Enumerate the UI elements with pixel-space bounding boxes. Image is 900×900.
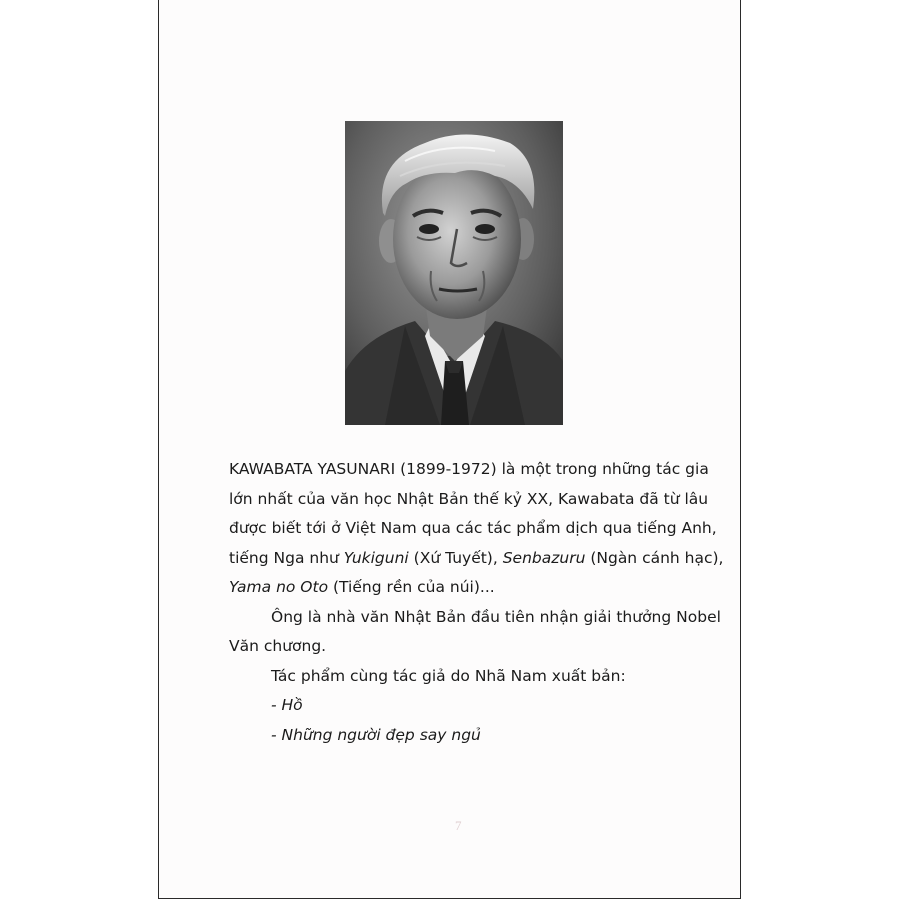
work-translation: (Xứ Tuyết), bbox=[408, 548, 503, 567]
bio-line: lớn nhất của văn học Nhật Bản thế kỷ XX, Kawabata đã từ lâu bbox=[229, 489, 709, 508]
work-title-yama-no-oto: Yama no Oto bbox=[229, 578, 329, 596]
published-work-item bbox=[229, 691, 699, 721]
work-translation: (Ngàn cánh hạc), bbox=[585, 548, 724, 567]
author-portrait-photo bbox=[345, 121, 563, 425]
portrait-image bbox=[345, 121, 563, 425]
bio-line: được biết tới ở Việt Nam qua các tác phẩm dịch qua tiếng Anh, bbox=[229, 519, 717, 537]
published-work-title: - Những người đẹp say ngủ bbox=[271, 725, 481, 744]
nobel-paragraph: Ông là nhà văn Nhật Bản đầu tiên nhận giải thưởng Nobel bbox=[271, 607, 721, 626]
bio-line-works bbox=[229, 573, 699, 603]
work-title-senbazuru: Senbazuru bbox=[502, 548, 586, 567]
bio-line-prefix: tiếng Nga như bbox=[229, 548, 344, 567]
book-page bbox=[158, 0, 741, 899]
published-work-item bbox=[229, 721, 699, 751]
published-work-title: - Hồ bbox=[271, 696, 303, 714]
works-heading: Tác phẩm cùng tác giả do Nhã Nam xuất bản: bbox=[271, 666, 626, 685]
work-title-yukiguni: Yukiguni bbox=[343, 548, 409, 567]
page-number: 7 bbox=[455, 818, 462, 833]
bio-line-works bbox=[229, 544, 724, 574]
bio-line: KAWABATA YASUNARI (1899-1972) là một trong những tác gia bbox=[229, 460, 709, 478]
work-translation: (Tiếng rền của núi)... bbox=[328, 578, 495, 596]
nobel-paragraph-cont: Văn chương. bbox=[229, 637, 327, 655]
author-biography bbox=[229, 455, 724, 750]
